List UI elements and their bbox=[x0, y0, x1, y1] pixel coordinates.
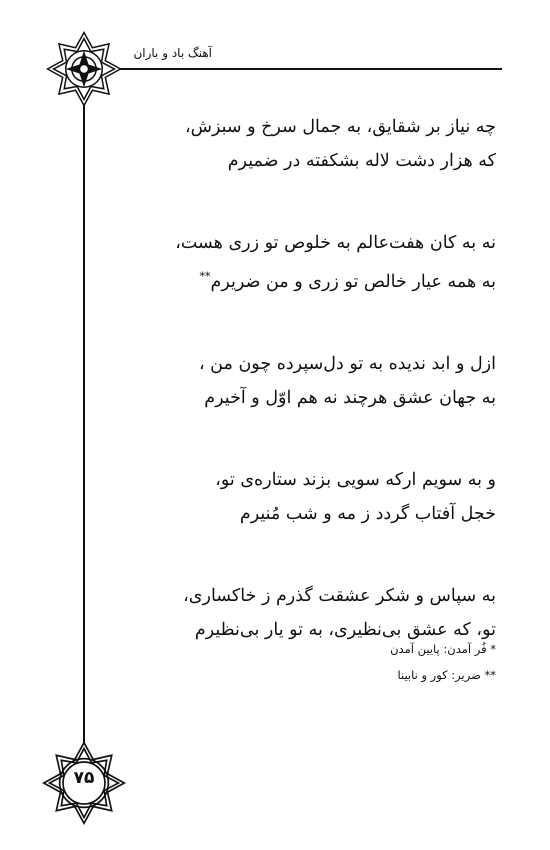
footnote-marker: ** bbox=[199, 270, 211, 283]
page-number: ۷۵ bbox=[73, 768, 95, 788]
poem-body bbox=[126, 110, 496, 647]
margin-rule bbox=[83, 80, 85, 770]
verse-line: تو، که عشق بی‌نظیری، به تو یار بی‌نظیرم bbox=[194, 619, 496, 640]
stanza bbox=[126, 226, 496, 299]
verse-line-text: به همه عیار خالص تو زری و من ضریرم bbox=[210, 271, 496, 292]
stanza bbox=[126, 347, 496, 415]
footnote: * فُر آمدن: پایین آمدن bbox=[390, 642, 496, 656]
verse-line: به سپاس و شکر عشقت گذرم ز خاکساری، bbox=[183, 585, 496, 606]
verse-line: و به سویم ارکه سویی بزند ستاره‌ی تو، bbox=[215, 469, 496, 490]
rosette-ornament-icon bbox=[46, 31, 122, 107]
stanza bbox=[126, 463, 496, 531]
footnote: ** ضریر: کور و نابینا bbox=[397, 668, 496, 682]
verse-line: خجل آفتاب گردد ز مه و شب مُنیرم bbox=[239, 503, 496, 524]
header-rule bbox=[94, 68, 502, 70]
verse-line: نه به کان هفت‌عالم به خلوص تو زری هست، bbox=[175, 233, 496, 253]
verse-line bbox=[126, 260, 496, 299]
verse-line: چه نیاز بر شقایق، به جمال سرخ و سبزش، bbox=[184, 117, 496, 137]
footnotes bbox=[390, 636, 496, 688]
stanza bbox=[126, 110, 496, 178]
verse-line: ازل و ابد ندیده به تو دل‌سپرده چون من ، bbox=[198, 353, 496, 374]
verse-line: به جهان عشق هرچند نه هم اوّل و آخیرم bbox=[204, 387, 496, 408]
running-header-title: آهنگ باد و باران bbox=[133, 46, 212, 60]
verse-line: که هزار دشت لاله بشکفته در ضمیرم bbox=[227, 151, 496, 171]
